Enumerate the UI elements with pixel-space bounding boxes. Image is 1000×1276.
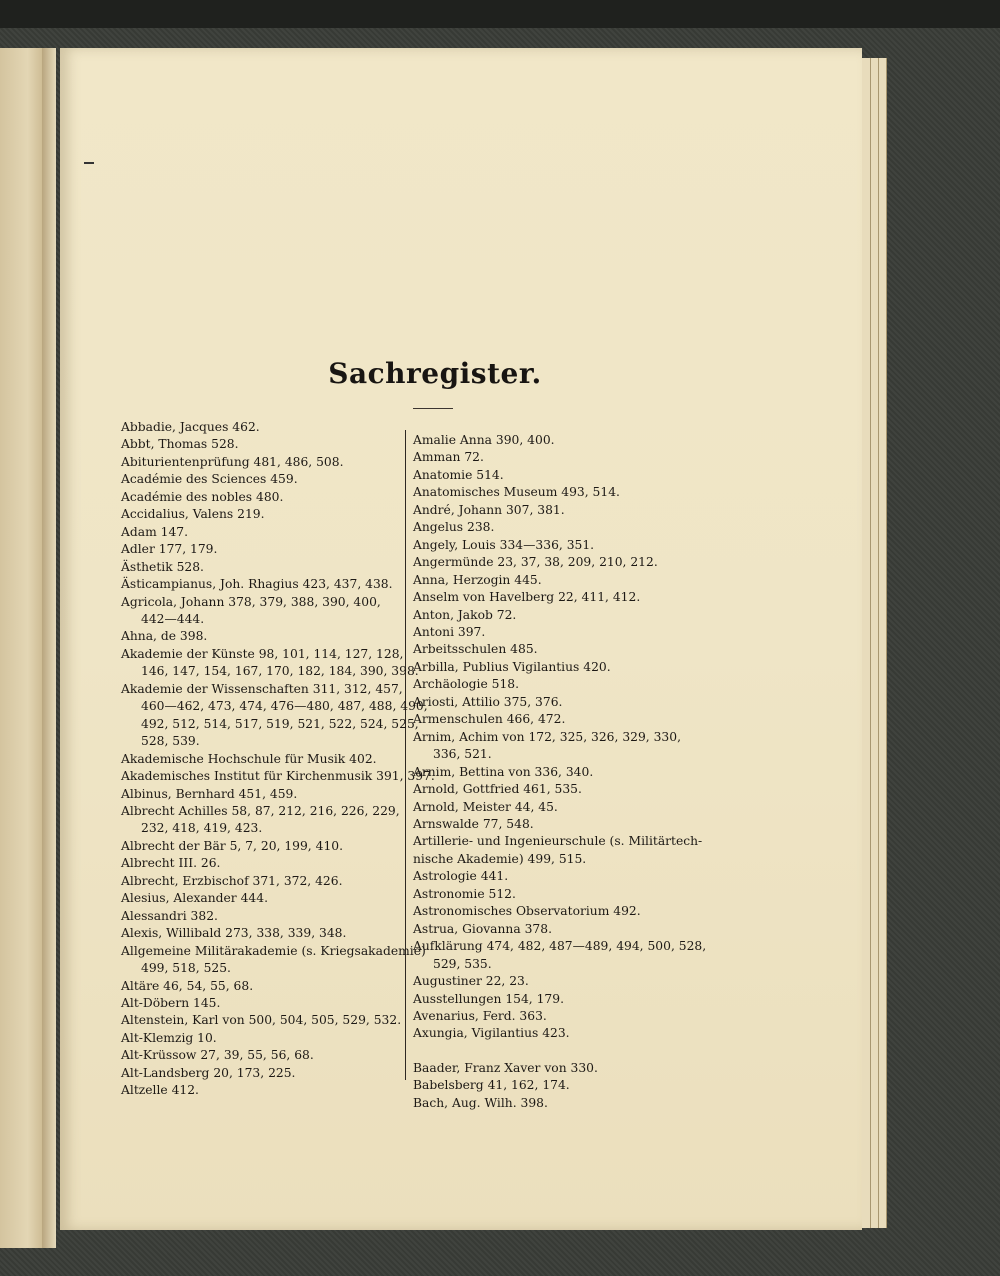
- index-entry: 146, 147, 154, 167, 170, 182, 184, 390, 398.: [141, 664, 419, 679]
- index-entry: Albrecht der Bär 5, 7, 20, 199, 410.: [121, 838, 344, 853]
- index-entry: Alt-Krüssow 27, 39, 55, 56, 68.: [121, 1048, 314, 1063]
- index-entry: Armenschulen 466, 472.: [413, 712, 566, 727]
- index-entry: 232, 418, 419, 423.: [141, 821, 263, 836]
- index-entry: Académie des Sciences 459.: [121, 472, 298, 487]
- index-entry: Aufklärung 474, 482, 487—489, 494, 500, 528,: [413, 939, 707, 954]
- index-entry: Arbeitsschulen 485.: [413, 642, 538, 657]
- page-stack-edge: [862, 58, 871, 1228]
- index-entry: Arnold, Meister 44, 45.: [413, 799, 558, 814]
- page-stack-edge: [878, 58, 887, 1228]
- index-entry: Arnswalde 77, 548.: [413, 816, 534, 831]
- left-page-edge: [0, 48, 48, 1248]
- index-entry: Avenarius, Ferd. 363.: [413, 1008, 547, 1023]
- index-entry: 492, 512, 514, 517, 519, 521, 522, 524, 525,: [141, 716, 419, 731]
- index-entry: Axungia, Vigilantius 423.: [413, 1026, 570, 1041]
- index-column-left: [121, 419, 435, 1100]
- index-entry: Allgemeine Militärakademie (s. Kriegsakademie): [121, 943, 426, 958]
- index-entry: Angely, Louis 334—336, 351.: [413, 537, 595, 552]
- index-entry: Akademie der Künste 98, 101, 114, 127, 128,: [121, 646, 404, 661]
- index-entry: 336, 521.: [433, 747, 492, 762]
- index-entry: Alt-Döbern 145.: [121, 995, 221, 1010]
- index-entry: Angelus 238.: [413, 520, 495, 535]
- index-entry: Albrecht Achilles 58, 87, 212, 216, 226, 229,: [121, 803, 400, 818]
- index-entry: Altzelle 412.: [121, 1083, 199, 1098]
- page-stack-edge: [870, 58, 879, 1228]
- index-column-right: [413, 432, 706, 1112]
- index-entry: Arnim, Bettina von 336, 340.: [413, 764, 594, 779]
- index-entry: Ariosti, Attilio 375, 376.: [413, 694, 563, 709]
- index-entry: Astrologie 441.: [413, 869, 509, 884]
- index-entry: nische Akademie) 499, 515.: [413, 851, 587, 866]
- index-entry: Anatomie 514.: [413, 467, 504, 482]
- index-entry: Anton, Jakob 72.: [413, 607, 517, 622]
- index-entry: Archäologie 518.: [413, 677, 520, 692]
- index-entry: 442—444.: [141, 611, 205, 626]
- index-entry: Abbt, Thomas 528.: [121, 437, 239, 452]
- index-entry: Anna, Herzogin 445.: [413, 572, 542, 587]
- index-entry: Abiturientenprüfung 481, 486, 508.: [121, 454, 344, 469]
- index-entry: Babelsberg 41, 162, 174.: [413, 1078, 570, 1093]
- index-entry: Astronomisches Observatorium 492.: [413, 904, 641, 919]
- index-entry: Astrua, Giovanna 378.: [413, 921, 552, 936]
- margin-mark: [84, 162, 94, 164]
- index-entry: Anatomisches Museum 493, 514.: [413, 485, 620, 500]
- gutter: [42, 48, 56, 1248]
- index-entry: Arnim, Achim von 172, 325, 326, 329, 330,: [413, 729, 681, 744]
- index-entry: Adler 177, 179.: [121, 542, 218, 557]
- index-entry: 528, 539.: [141, 734, 200, 749]
- index-entry: Accidalius, Valens 219.: [121, 507, 265, 522]
- index-spacer: [413, 1043, 706, 1060]
- index-entry: Ahna, de 398.: [121, 629, 208, 644]
- index-entry: Altäre 46, 54, 55, 68.: [121, 978, 254, 993]
- index-entry: Alessandri 382.: [121, 908, 218, 923]
- index-entry: Akademische Hochschule für Musik 402.: [121, 751, 377, 766]
- index-entry: Akademisches Institut für Kirchenmusik 391, 397.: [121, 769, 435, 784]
- index-entry: Augustiner 22, 23.: [413, 974, 529, 989]
- index-entry: Alt-Landsberg 20, 173, 225.: [121, 1065, 296, 1080]
- index-entry: Astronomie 512.: [413, 886, 516, 901]
- index-entry: Alesius, Alexander 444.: [121, 891, 268, 906]
- index-entry: 499, 518, 525.: [141, 961, 231, 976]
- index-entry: Arnold, Gottfried 461, 535.: [413, 782, 582, 797]
- index-entry: Alexis, Willibald 273, 338, 339, 348.: [121, 926, 347, 941]
- index-entry: Albrecht III. 26.: [121, 856, 221, 871]
- index-entry: Albrecht, Erzbischof 371, 372, 426.: [121, 873, 343, 888]
- index-entry: Anselm von Havelberg 22, 411, 412.: [413, 590, 641, 605]
- index-entry: Alt-Klemzig 10.: [121, 1030, 217, 1045]
- index-entry: 460—462, 473, 474, 476—480, 487, 488, 490,: [141, 699, 428, 714]
- index-entry: Abbadie, Jacques 462.: [121, 420, 260, 434]
- index-entry: Artillerie- und Ingenieurschule (s. Militärtech-: [413, 834, 703, 849]
- index-entry: Amalie Anna 390, 400.: [413, 433, 555, 447]
- index-entry: Amman 72.: [413, 450, 484, 465]
- index-entry: André, Johann 307, 381.: [413, 502, 565, 517]
- index-entry: Académie des nobles 480.: [121, 489, 284, 504]
- page-title: Sachregister.: [328, 357, 542, 390]
- title-rule: [413, 408, 453, 409]
- index-entry: Antoni 397.: [413, 624, 486, 639]
- index-entry: Angermünde 23, 37, 38, 209, 210, 212.: [413, 555, 658, 570]
- index-entry: Ästicampianus, Joh. Rhagius 423, 437, 438.: [121, 577, 393, 592]
- index-entry: Agricola, Johann 378, 379, 388, 390, 400,: [121, 594, 381, 609]
- index-entry: Ästhetik 528.: [121, 559, 204, 574]
- index-entry: 529, 535.: [433, 956, 492, 971]
- index-entry: Bach, Aug. Wilh. 398.: [413, 1095, 548, 1110]
- index-entry: Adam 147.: [121, 524, 189, 539]
- index-entry: Baader, Franz Xaver von 330.: [413, 1060, 598, 1075]
- index-entry: Ausstellungen 154, 179.: [413, 991, 564, 1006]
- index-entry: Altenstein, Karl von 500, 504, 505, 529, 532.: [121, 1013, 402, 1028]
- index-entry: Albinus, Bernhard 451, 459.: [121, 786, 298, 801]
- index-entry: Akademie der Wissenschaften 311, 312, 457,: [121, 681, 403, 696]
- index-entry: Arbilla, Publius Vigilantius 420.: [413, 659, 611, 674]
